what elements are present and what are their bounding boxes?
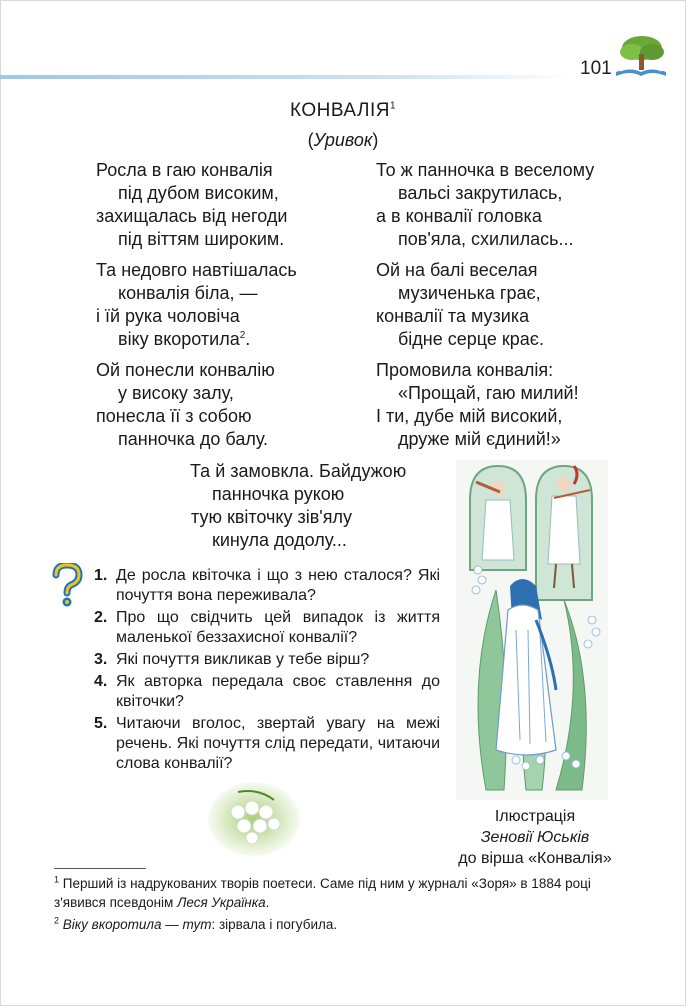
- lily-of-the-valley-illustration: [456, 460, 608, 800]
- question-item: 5. Читаючи вголос, звертай увагу на межі речень. Які почуття слід передати, читаючи слова конвалії?: [94, 715, 440, 772]
- questions-list: [94, 566, 440, 776]
- poem-line: тую квіточку зів'ялу: [191, 507, 352, 527]
- poem-line: конвалії та музика: [376, 306, 530, 326]
- poem-line: Промовила конвалія:: [376, 360, 554, 380]
- poem-line: музиченька грає,: [398, 283, 541, 303]
- stanza-2: [96, 259, 297, 351]
- poem-line: понесла її з собою: [96, 406, 252, 426]
- poem-line: і їй рука чоловіча: [96, 306, 240, 326]
- poem-line: І ти, дубе мій високий,: [376, 406, 563, 426]
- poem-line: у високу залу,: [118, 383, 234, 403]
- poem-line: То ж панночка в веселому: [376, 160, 595, 180]
- poem-line: бідне серце крає.: [398, 329, 544, 349]
- poem-title: КОНВАЛІЯ$^1$: [289, 100, 397, 121]
- tree-book-icon: [612, 34, 670, 80]
- footnote-divider: [54, 868, 146, 869]
- poem-line: кинула додолу...: [212, 530, 347, 550]
- footnote-2: $^2$ Віку вкоротила — тут: зірвала і погубила.: [54, 915, 338, 932]
- poem-line: Та недовго навтішалась: [96, 260, 297, 280]
- illustration-caption: Ілюстрація Зеновії Юськів до вірша «Конвалія»: [458, 808, 612, 867]
- poem-line: друже мій єдиний!»: [398, 429, 561, 449]
- question-item: 3. Які почуття викликав у тебе вірш?: [94, 651, 370, 668]
- poem-line: захищалась від негоди: [96, 206, 288, 226]
- poem-subtitle: (Уривок): [307, 130, 379, 150]
- poem-line: вальсі закрутилась,: [398, 183, 563, 203]
- question-mark-icon: [50, 563, 84, 609]
- stanza-3: [96, 359, 275, 451]
- stanza-6: [376, 359, 579, 451]
- lily-of-the-valley-photo: [208, 782, 300, 856]
- poem-line: віку вкоротила$^2$.: [118, 329, 251, 349]
- poem-line: а в конвалії головка: [376, 206, 542, 226]
- stanza-5: [376, 259, 544, 351]
- poem-line: Та й замовкла. Байдужою: [190, 461, 407, 481]
- footnote-1: $^1$ Перший із надрукованих творів поетеси. Саме під ним у журналі «Зоря» в 1884 році з'явився псевдонім Леся Українка.: [54, 874, 591, 910]
- stanza-7: [190, 460, 406, 552]
- poem-line: пов'яла, схилилась...: [398, 229, 574, 249]
- poem-line: Ой понесли конвалію: [96, 360, 275, 380]
- header-bar: [0, 75, 570, 79]
- poem-line: під віттям широким.: [118, 229, 285, 249]
- question-item: 2. Про що свідчить цей випадок із життя маленької беззахисної конвалії?: [94, 609, 440, 646]
- poem-line: Росла в гаю конвалія: [96, 160, 273, 180]
- poem-line: Ой на балі веселая: [376, 260, 538, 280]
- question-item: 4. Як авторка передала своє ставлення до квіточки?: [94, 673, 440, 710]
- stanza-4: [376, 159, 594, 251]
- poem-line: під дубом високим,: [118, 183, 279, 203]
- question-item: 1. Де росла квіточка і що з нею сталося? Які почуття вона переживала?: [94, 567, 440, 604]
- stanza-1: [96, 159, 287, 251]
- page-number: 101: [580, 58, 612, 79]
- poem-line: панночка до балу.: [118, 429, 269, 449]
- poem-line: конвалія біла, —: [118, 283, 258, 303]
- poem-line: «Прощай, гаю милий!: [398, 383, 579, 403]
- poem-line: панночка рукою: [212, 484, 345, 504]
